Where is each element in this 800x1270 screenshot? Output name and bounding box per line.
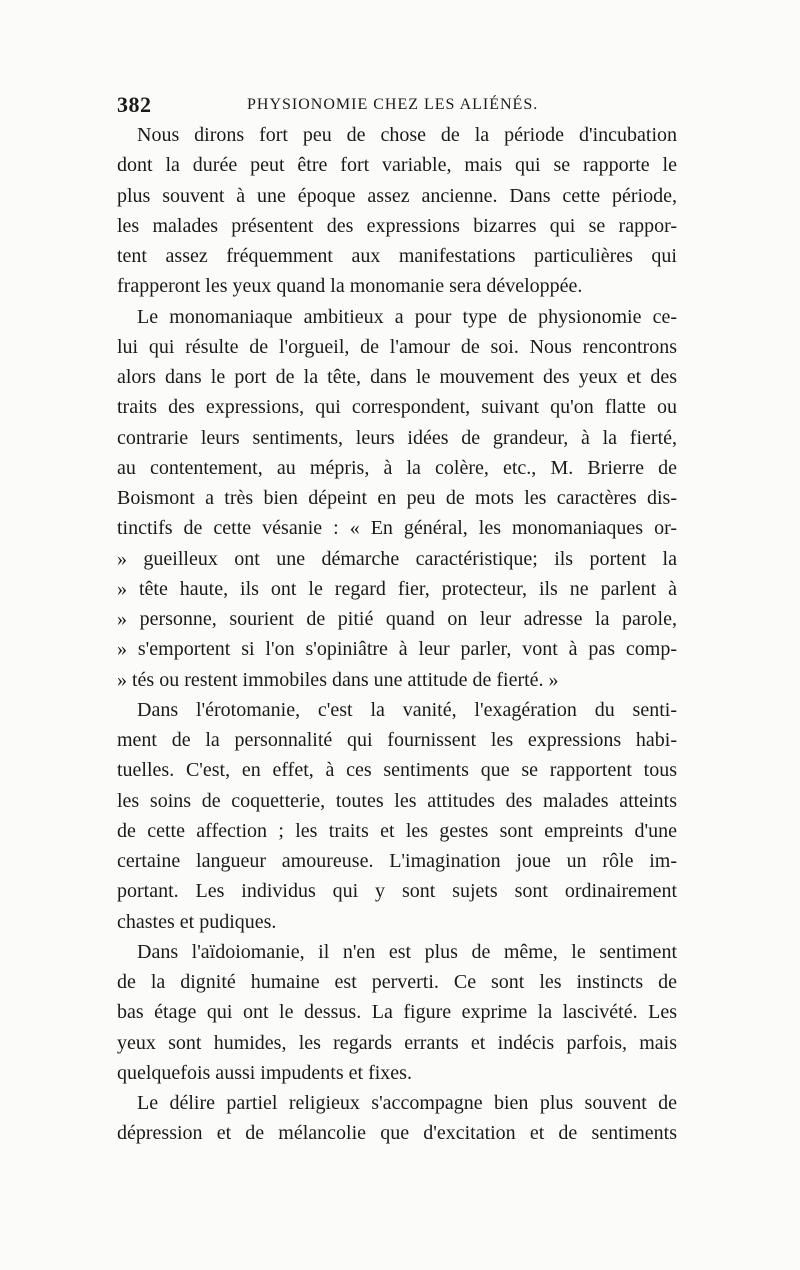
text-line: » tête haute, ils ont le regard fier, protecteur, ils ne parlent à: [117, 577, 677, 600]
text-line: » s'emportent si l'on s'opiniâtre à leur parler, vont à pas comp-: [117, 638, 677, 661]
text-line: traits des expressions, qui correspondent, suivant qu'on flatte ou: [117, 396, 677, 419]
text-line: chastes et pudiques.: [117, 910, 277, 933]
text-line: de cette affection ; les traits et les gestes sont empreints d'une: [117, 819, 677, 842]
text-line: les soins de coquetterie, toutes les attitudes des malades atteints: [117, 789, 677, 812]
text-line: contrarie leurs sentiments, leurs idées de grandeur, à la fierté,: [117, 426, 677, 449]
text-line: » tés ou restent immobiles dans une attitude de fierté. »: [117, 668, 559, 691]
text-line: Le délire partiel religieux s'accompagne bien plus souvent de: [137, 1092, 677, 1114]
text-line: frapperont les yeux quand la monomanie sera développée.: [117, 275, 583, 298]
text-line: au contentement, au mépris, à la colère, etc., M. Brierre de: [117, 456, 677, 479]
running-title: PHYSIONOMIE CHEZ LES ALIÉNÉS.: [247, 96, 539, 113]
text-line: » personne, sourient de pitié quand on leur adresse la parole,: [117, 608, 677, 630]
text-line: alors dans le port de la tête, dans le mouvement des yeux et des: [117, 366, 677, 388]
text-line: ment de la personnalité qui fournissent les expressions habi-: [117, 729, 677, 751]
text-line: les malades présentent des expressions bizarres qui se rappor-: [117, 214, 677, 237]
text-line: portant. Les individus qui y sont sujets sont ordinairement: [117, 880, 677, 903]
text-line: de la dignité humaine est perverti. Ce sont les instincts de: [117, 971, 677, 993]
text-line: » gueilleux ont une démarche caractéristique; ils portent la: [117, 547, 677, 570]
text-line: Boismont a très bien dépeint en peu de mots les caractères dis-: [117, 487, 677, 509]
text-line: Dans l'aïdoiomanie, il n'en est plus de même, le sentiment: [137, 940, 677, 963]
text-line: plus souvent à une époque assez ancienne. Dans cette période,: [117, 184, 677, 207]
body-text: [117, 120, 677, 1149]
text-line: dépression et de mélancolie que d'excitation et de sentiments: [117, 1122, 677, 1145]
text-line: quelquefois aussi impudents et fixes.: [117, 1061, 412, 1084]
text-line: yeux sont humides, les regards errants et indécis parfois, mais: [117, 1031, 677, 1054]
text-line: Nous dirons fort peu de chose de la période d'incubation: [137, 124, 677, 146]
text-line: bas étage qui ont le dessus. La figure exprime la lascivété. Les: [117, 1001, 677, 1024]
text-line: dont la durée peut être fort variable, mais qui se rapporte le: [117, 154, 677, 177]
text-line: lui qui résulte de l'orgueil, de l'amour de soi. Nous rencontrons: [117, 335, 677, 358]
page-number: 382: [117, 92, 152, 117]
page-header: [117, 92, 677, 122]
text-line: tuelles. C'est, en effet, à ces sentiments que se rapportent tous: [117, 759, 677, 782]
text-line: tinctifs de cette vésanie : « En général, les monomaniaques or-: [117, 517, 677, 540]
text-line: Dans l'érotomanie, c'est la vanité, l'exagération du senti-: [137, 698, 677, 721]
text-line: tent assez fréquemment aux manifestations particulières qui: [117, 245, 677, 267]
text-line: Le monomaniaque ambitieux a pour type de physionomie ce-: [137, 305, 677, 328]
text-line: certaine langueur amoureuse. L'imagination joue un rôle im-: [117, 850, 677, 872]
